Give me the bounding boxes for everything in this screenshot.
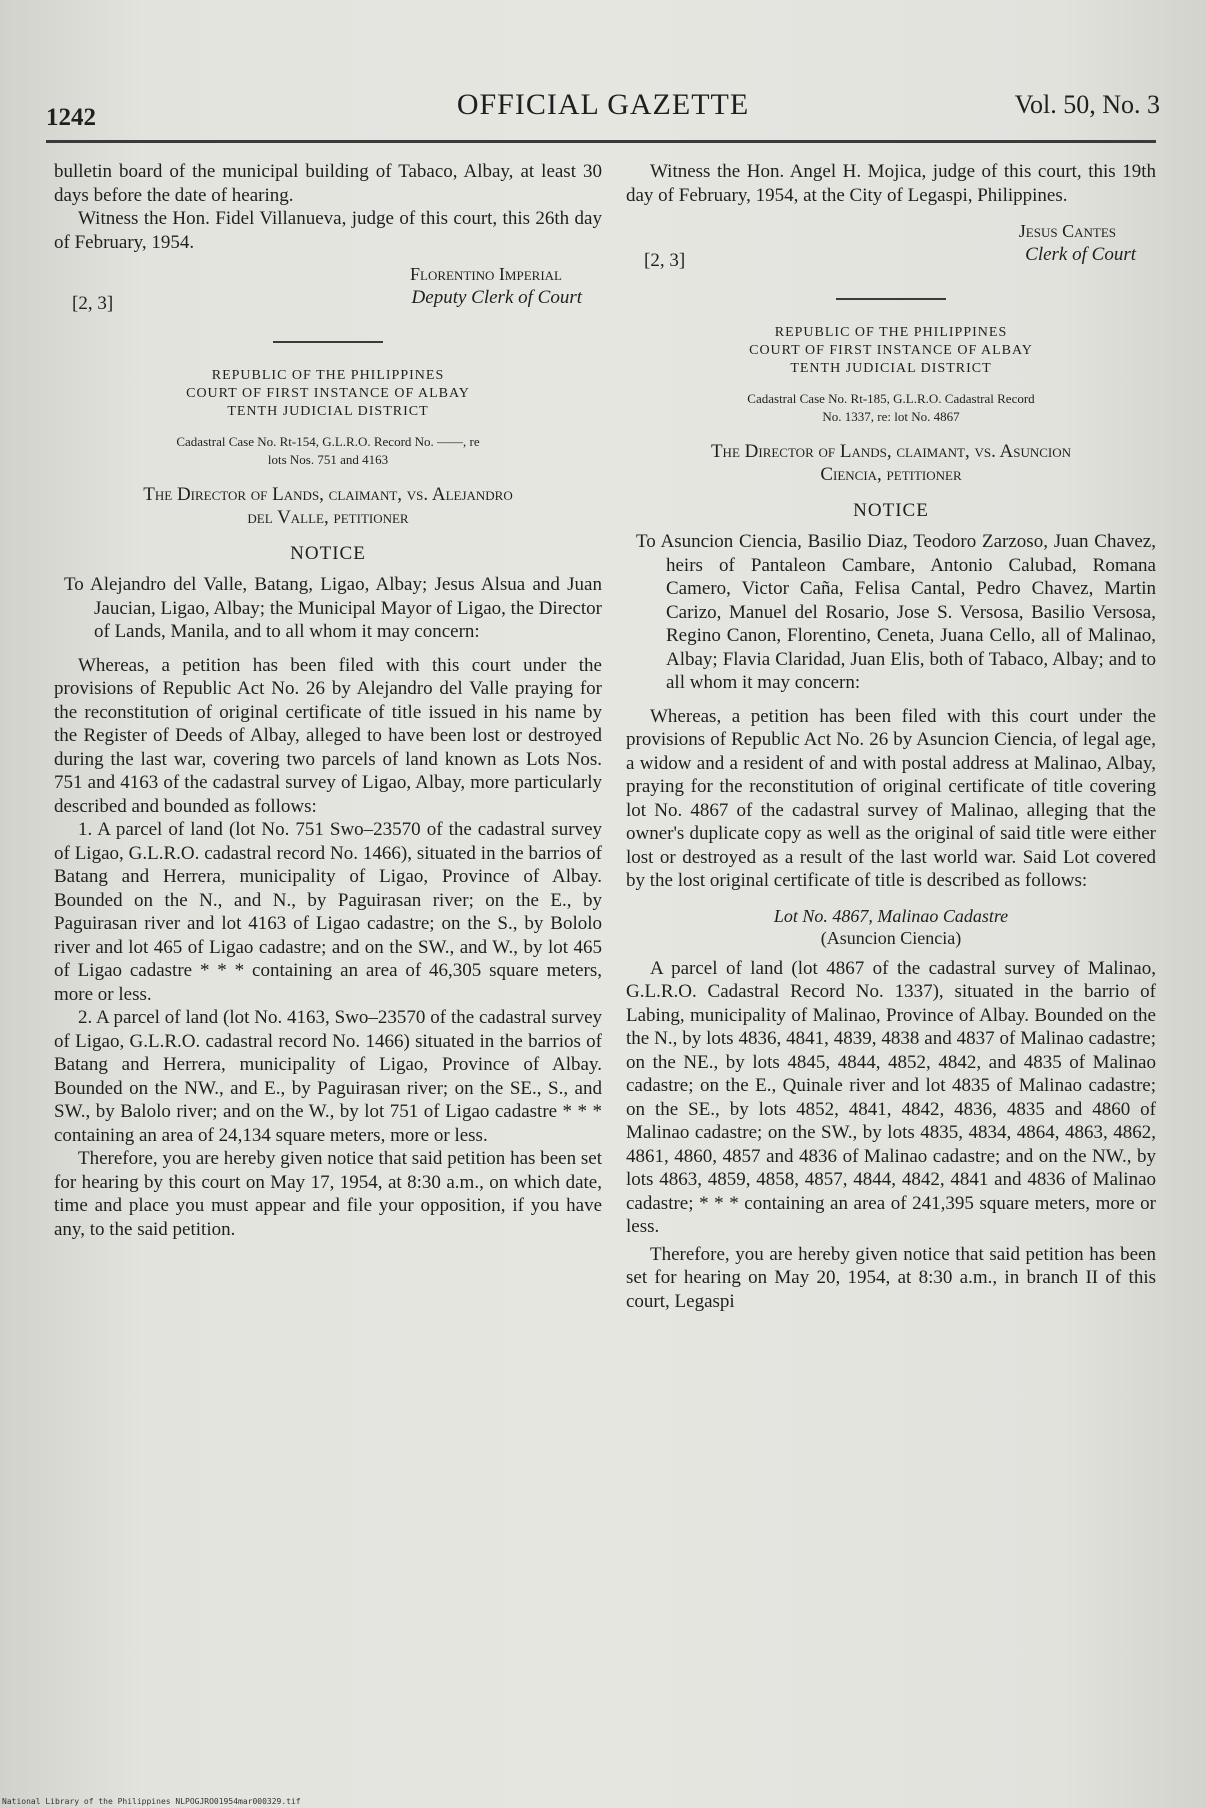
parties-line: The Director of Lands, claimant, vs. Alejandro <box>143 484 513 505</box>
scan-footer: National Library of the Philippines NLPOGJRO01954mar000329.tif <box>2 1797 301 1806</box>
left-signatory-name: Florentino Imperial <box>410 264 562 284</box>
right-signatory-title: Clerk of Court <box>1025 244 1136 265</box>
right-signatory-name: Jesus Cantes <box>1018 221 1116 241</box>
case-line: lots Nos. 751 and 4163 <box>267 452 389 467</box>
case-line: No. 1337, re: lot No. 4867 <box>822 409 960 424</box>
right-divider <box>836 298 946 300</box>
left-signatory-title: Deputy Clerk of Court <box>411 287 582 308</box>
right-case-number <box>626 390 1156 426</box>
left-court-caption <box>54 367 602 421</box>
caption-line: REPUBLIC OF THE PHILIPPINES <box>211 368 445 383</box>
left-divider <box>273 341 383 343</box>
parties-line: del Valle, petitioner <box>247 507 409 528</box>
left-addressees: To Alejandro del Valle, Batang, Ligao, Albay; Jesus Alsua and Juan Jaucian, Ligao, Albay; the Municipal Mayor of Ligao, the Director of Lands, Manila, and to all whom it may concern: <box>64 574 602 642</box>
left-paragraph: 1. A parcel of land (lot No. 751 Swo–23570 of the cadastral survey of Ligao, G.L.R.O. cadastral record No. 1466), situated in the barrios of Batang and Herrera, municipality of Ligao, Province of Albay. Bounded on the N., and N., by Paguirasan river; on the E., by Paguirasan river and lot 4163 of Ligao cadastre; on the S., by Bololo river and lot 465 of Ligao cadastre; and on the SW., and W., by lot 465 of Ligao cadastre * * * containing an area of 46,305 square meters, more or less. <box>54 819 602 1005</box>
page-number: 1242 <box>46 104 96 131</box>
right-paragraph: Therefore, you are hereby given notice that said petition has been set for hearing on May 20, 1954, at 8:30 a.m., in branch II of this court, Legaspi <box>626 1243 1156 1312</box>
caption-line: TENTH JUDICIAL DISTRICT <box>227 404 429 419</box>
parties-line: The Director of Lands, claimant, vs. Asuncion <box>710 441 1072 462</box>
left-paragraph: Whereas, a petition has been filed with this court under the provisions of Republic Act No. 26 by Alejandro del Valle praying for the reconstitution of original certificate of title issued in his name by the Register of Deeds of Albay, alleged to have been lost or destroyed during the last war, covering two parcels of land known as Lots Nos. 751 and 4163 of the cadastral survey of Ligao, Albay, more particularly described and bounded as follows: <box>54 654 602 817</box>
volume-number: Vol. 50, No. 3 <box>1014 90 1160 119</box>
left-ref: [2, 3] <box>72 293 114 314</box>
caption-line: COURT OF FIRST INSTANCE OF ALBAY <box>749 343 1033 358</box>
left-paragraph: Therefore, you are hereby given notice that said petition has been set for hearing by this court on May 17, 1954, at 8:30 a.m., on which date, time and place you must appear and file your opposition, if you have any, to the said petition. <box>54 1148 602 1240</box>
right-court-caption <box>626 324 1156 378</box>
left-paragraph: 2. A parcel of land (lot No. 4163, Swo–23570 of the cadastral survey of Ligao, G.L.R.O. cadastral record No. 1466) situated in the barrios of Batang and Herrera, municipality of Ligao, Province of Albay. Bounded on the NW., and E., by Paguirasan river; on the SE., S., and SW., by Balolo river; and on the W., by lot 751 of Ligao cadastre * * * containing an area of 24,134 square meters, more or less. <box>54 1007 602 1146</box>
right-parties <box>626 440 1156 486</box>
caption-line: COURT OF FIRST INSTANCE OF ALBAY <box>186 386 470 401</box>
right-paragraph: Whereas, a petition has been filed with this court under the provisions of Republic Act No. 26 by Asuncion Ciencia, of legal age, a widow and a resident of and with postal address at Malinao, Albay, praying for the reconstitution of original certificate of title covering lot No. 4867 of the cadastral survey of Malinao, alleging that the owner's duplicate copy as well as the original of said title were either lost or destroyed as a result of the last world war. Said Lot covered by the lost original certificate of title is described as follows: <box>626 705 1156 891</box>
right-ref: [2, 3] <box>644 250 686 271</box>
right-signature-row <box>626 242 1156 272</box>
left-case-number <box>54 433 602 469</box>
left-notice-heading: NOTICE <box>290 543 366 564</box>
lot-owner: (Asuncion Ciencia) <box>820 927 962 948</box>
page-header <box>46 84 1160 134</box>
right-notice-heading: NOTICE <box>853 500 929 521</box>
right-addressees: To Asuncion Ciencia, Basilio Diaz, Teodoro Zarzoso, Juan Chavez, heirs of Pantaleon Cambare, Antonio Calubad, Romana Camero, Victor Caña, Felisa Cantal, Pedro Chavez, Martin Carizo, Manuel del Rosario, Jose S. Versosa, Basilio Versosa, Regino Canon, Florentino, Ceneta, Juana Cello, all of Malinao, Albay; Flavia Claridad, Juan Elis, both of Tabaco, Albay; and to all whom it may concern: <box>636 531 1156 693</box>
left-column <box>54 160 602 1241</box>
parties-line: Ciencia, petitioner <box>820 464 962 485</box>
caption-line: REPUBLIC OF THE PHILIPPINES <box>774 325 1008 340</box>
lot-title: Lot No. 4867, Malinao Cadastre <box>773 905 1009 926</box>
case-line: Cadastral Case No. Rt-154, G.L.R.O. Record No. ——, re <box>176 434 480 449</box>
right-witness: Witness the Hon. Angel H. Mojica, judge of this court, this 19th day of February, 1954, at the City of Legaspi, Philippines. <box>626 161 1156 206</box>
right-paragraph: A parcel of land (lot 4867 of the cadastral survey of Malinao, G.L.R.O. Cadastral Record No. 1337), situated in the barrio of Labing, municipality of Malinao, Province of Albay. Bounded on the the N., by lots 4836, 4841, 4839, 4838 and 4837 of Malinao cadastre; on the NE., by lots 4845, 4844, 4852, 4842, and 4835 of Malinao cadastre; on the E., Quinale river and lot 4835 of Malinao cadastre; on the SE., by lots 4852, 4841, 4842, 4836, 4835 and 4860 of Malinao cadastre; on the SW., by lots 4835, 4834, 4864, 4863, 4862, 4861, 4860, 4857 and 4836 of Malinao cadastre; and on the NW., by lots 4863, 4859, 4858, 4857, 4844, 4842, 4841 and 4836 of Malinao cadastre; * * * containing an area of 241,395 square meters, more or less. <box>626 957 1156 1237</box>
publication-title: OFFICIAL GAZETTE <box>456 88 750 121</box>
case-line: Cadastral Case No. Rt-185, G.L.R.O. Cadastral Record <box>747 391 1035 406</box>
left-witness: Witness the Hon. Fidel Villanueva, judge of this court, this 26th day of February, 1954. <box>54 208 602 253</box>
lot-heading <box>626 905 1156 949</box>
header-rule <box>46 140 1156 143</box>
right-column <box>626 160 1156 1313</box>
left-parties <box>54 483 602 529</box>
caption-line: TENTH JUDICIAL DISTRICT <box>790 361 992 376</box>
left-signature-row <box>54 285 602 315</box>
left-intro: bulletin board of the municipal building of Tabaco, Albay, at least 30 days before the date of hearing. <box>54 161 602 206</box>
